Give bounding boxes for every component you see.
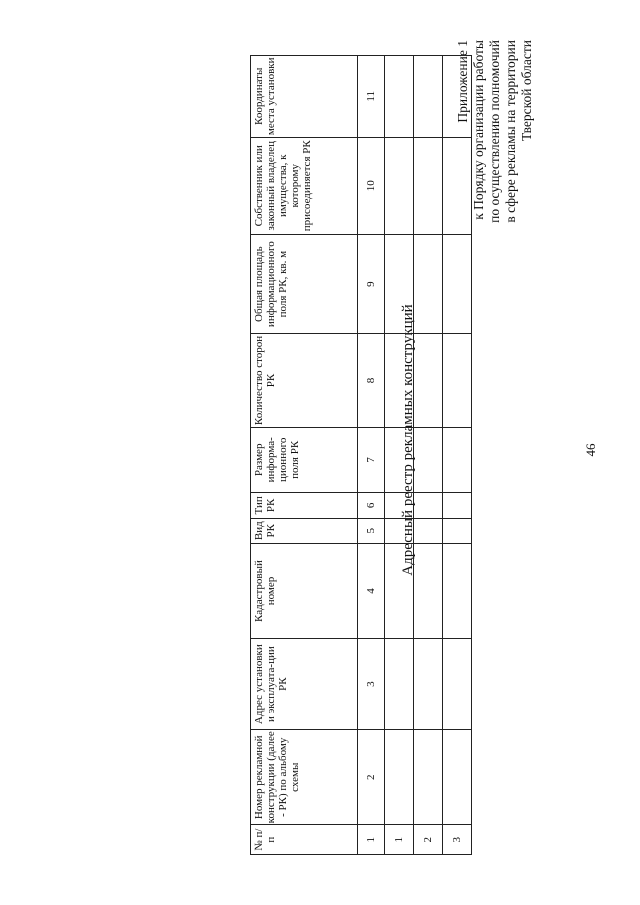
table-cell: [414, 334, 443, 427]
table-cell: [443, 334, 472, 427]
table-cell: [443, 137, 472, 234]
appendix-line: Тверской области: [519, 40, 534, 141]
table-cell: [443, 639, 472, 730]
table-cell: [443, 493, 472, 518]
column-number-row: [358, 56, 385, 855]
table-row: [385, 56, 414, 855]
register-table: [250, 55, 472, 855]
table-cell: [443, 56, 472, 138]
header-cell: Размер информа-ционного поля РК: [251, 427, 358, 493]
column-number-cell: 8: [358, 334, 385, 427]
header-cell: Координаты места установки: [251, 56, 358, 138]
table-row: [443, 56, 472, 855]
table-cell: [385, 234, 414, 333]
table-cell: [414, 639, 443, 730]
table-cell: 1: [385, 825, 414, 855]
column-number-cell: 5: [358, 518, 385, 543]
page-number: 46: [583, 443, 598, 457]
table-cell: [414, 518, 443, 543]
table-cell: 2: [414, 825, 443, 855]
column-number-cell: 11: [358, 56, 385, 138]
table-cell: [443, 543, 472, 638]
table-cell: [414, 56, 443, 138]
table-cell: [385, 543, 414, 638]
appendix-line: к Порядку организации работы: [471, 40, 486, 220]
table-cell: 3: [443, 825, 472, 855]
column-number-cell: 1: [358, 825, 385, 855]
table-cell: [443, 730, 472, 825]
header-row: [251, 56, 358, 855]
header-cell: № п/п: [251, 825, 358, 855]
header-cell: Тип РК: [251, 493, 358, 518]
column-number-cell: 10: [358, 137, 385, 234]
appendix-line: Приложение 1: [455, 40, 470, 123]
column-number-cell: 4: [358, 543, 385, 638]
table-cell: [443, 518, 472, 543]
column-number-cell: 9: [358, 234, 385, 333]
appendix-line: в сфере рекламы на территории: [503, 40, 518, 223]
document-title: Адресный реестр рекламных конструкций: [400, 304, 416, 576]
column-number-cell: 3: [358, 639, 385, 730]
table-cell: [443, 234, 472, 333]
table-cell: [385, 56, 414, 138]
appendix-line: по осуществлению полномочий: [487, 40, 502, 223]
table-cell: [414, 427, 443, 493]
table-cell: [385, 730, 414, 825]
header-cell: Номер рекламной конструкции (далее - РК) по альбому схемы: [251, 730, 358, 825]
column-number-cell: 6: [358, 493, 385, 518]
table-cell: [443, 427, 472, 493]
table-cell: [414, 543, 443, 638]
table-cell: [385, 518, 414, 543]
table-cell: [385, 639, 414, 730]
header-cell: Адрес установки и эксплуата-ции РК: [251, 639, 358, 730]
header-cell: Кадастровый номер: [251, 543, 358, 638]
table-cell: [385, 137, 414, 234]
column-number-cell: 7: [358, 427, 385, 493]
table-cell: [385, 493, 414, 518]
table-cell: [414, 234, 443, 333]
table-cell: [385, 334, 414, 427]
table-cell: [385, 427, 414, 493]
table-row: [414, 56, 443, 855]
header-cell: Общая площадь информационного поля РК, кв. м: [251, 234, 358, 333]
header-cell: Собственник или законный владелец имущества, к которому присоединяется РК: [251, 137, 358, 234]
table-cell: [414, 493, 443, 518]
header-cell: Количество сторон РК: [251, 334, 358, 427]
table-cell: [414, 137, 443, 234]
header-cell: Вид РК: [251, 518, 358, 543]
table-cell: [414, 730, 443, 825]
column-number-cell: 2: [358, 730, 385, 825]
